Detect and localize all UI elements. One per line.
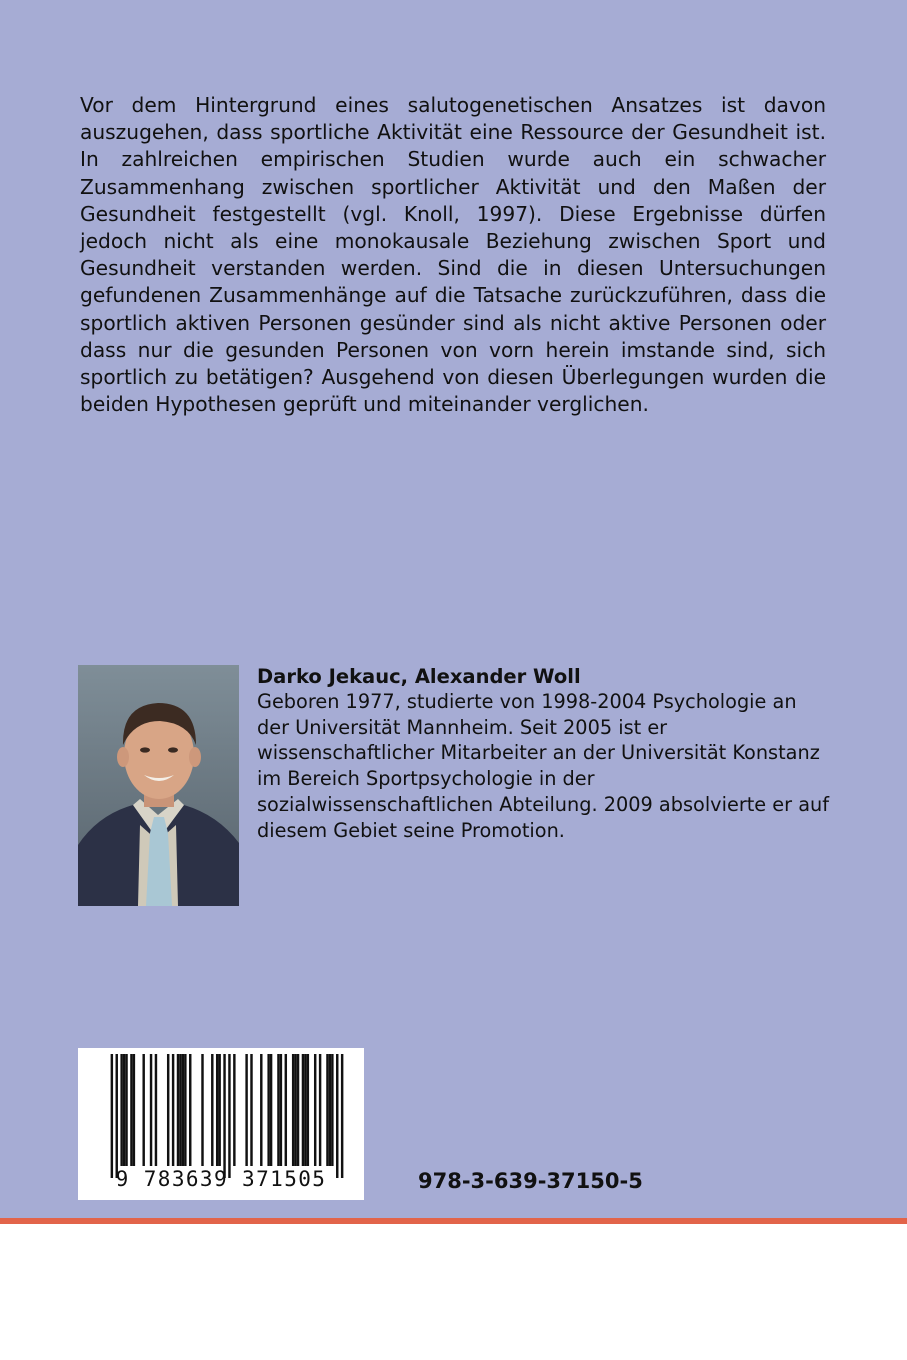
barcode-bar [218, 1054, 220, 1166]
barcode-bar [123, 1054, 125, 1166]
barcode-bar [228, 1054, 230, 1178]
barcode-bar [294, 1054, 296, 1166]
barcode-bar [277, 1054, 279, 1166]
barcode-bar [211, 1054, 213, 1166]
barcode-bar [314, 1054, 316, 1166]
barcode-bar [167, 1054, 169, 1166]
barcode-bar [216, 1054, 218, 1166]
author-bio: Geboren 1977, studierte von 1998-2004 Psychologie an der Universität Mannheim. Seit 2005 ist er wissenschaftlicher Mitarbeiter an der Universität Konstanz im Bereich Sportpsychologie in der sozialwissenschaftlichen Abteilung. 2009 absolvierte er auf diesem Gebiet seine Promotion. [257, 690, 830, 842]
barcode-bar [116, 1054, 118, 1178]
barcode-bar [304, 1054, 306, 1166]
barcode-bar [111, 1054, 113, 1178]
barcode-bar [189, 1054, 191, 1166]
barcode-bar [150, 1054, 152, 1166]
author-photo [78, 665, 239, 906]
barcode-bar [270, 1054, 272, 1166]
author-name: Darko Jekauc, Alexander Woll [257, 665, 581, 688]
barcode-bar [120, 1054, 122, 1166]
barcode-bar [172, 1054, 174, 1166]
barcode-bar [233, 1054, 235, 1166]
barcode-bar [250, 1054, 252, 1166]
barcode-bar [307, 1054, 309, 1166]
barcode-bar [297, 1054, 299, 1166]
barcode-bar [245, 1054, 247, 1166]
barcode-bar [223, 1054, 225, 1178]
barcode-bar [280, 1054, 282, 1166]
barcode-bar [285, 1054, 287, 1166]
barcode-bar [326, 1054, 328, 1166]
barcode-bar [142, 1054, 144, 1166]
barcode-bar [341, 1054, 343, 1178]
barcode-bar [130, 1054, 132, 1166]
barcode-bar [336, 1054, 338, 1178]
barcode-bar [179, 1054, 181, 1166]
barcode-bar [260, 1054, 262, 1166]
barcode-bar [184, 1054, 186, 1166]
barcode-bar [331, 1054, 333, 1166]
barcode-digits: 9 783639 371505 [115, 1167, 327, 1191]
barcode-bar [177, 1054, 179, 1166]
barcode-bar [201, 1054, 203, 1166]
blurb-text: Vor dem Hintergrund eines salutogenetischen Ansatzes ist davon auszugehen, dass sportliche Aktivität eine Ressource der Gesundheit ist. In zahlreichen empirischen Studien wurde auch ein schwacher Zusammenhang zwischen sportlicher Aktivität und den Maßen der Gesundheit festgestellt (vgl. Knoll, 1997). Diese Ergebnisse dürfen jedoch nicht als eine monokausale Beziehung zwischen Sport und Gesundheit verstanden werden. Sind die in diesen Untersuchungen gefundenen Zusammenhänge auf die Tatsache zurückzuführen, dass die sportlich aktiven Personen gesünder sind als nicht aktive Personen oder dass nur die gesunden Personen von vorn herein imstande sind, sich sportlich zu betätigen? Ausgehend von diesen Überlegungen wurden die beiden Hypothesen geprüft und miteinander verglichen. [80, 93, 826, 417]
barcode-bar [319, 1054, 321, 1166]
barcode-bar [133, 1054, 135, 1166]
barcode [78, 1048, 364, 1200]
barcode-bar [292, 1054, 294, 1166]
barcode-bar [182, 1054, 184, 1166]
isbn-number: 978-3-639-37150-5 [418, 1169, 643, 1193]
barcode-bar [267, 1054, 269, 1166]
barcode-bar [125, 1054, 127, 1166]
accent-line [0, 1218, 907, 1224]
barcode-bar [155, 1054, 157, 1166]
barcode-bar [329, 1054, 331, 1166]
barcode-bar [302, 1054, 304, 1166]
